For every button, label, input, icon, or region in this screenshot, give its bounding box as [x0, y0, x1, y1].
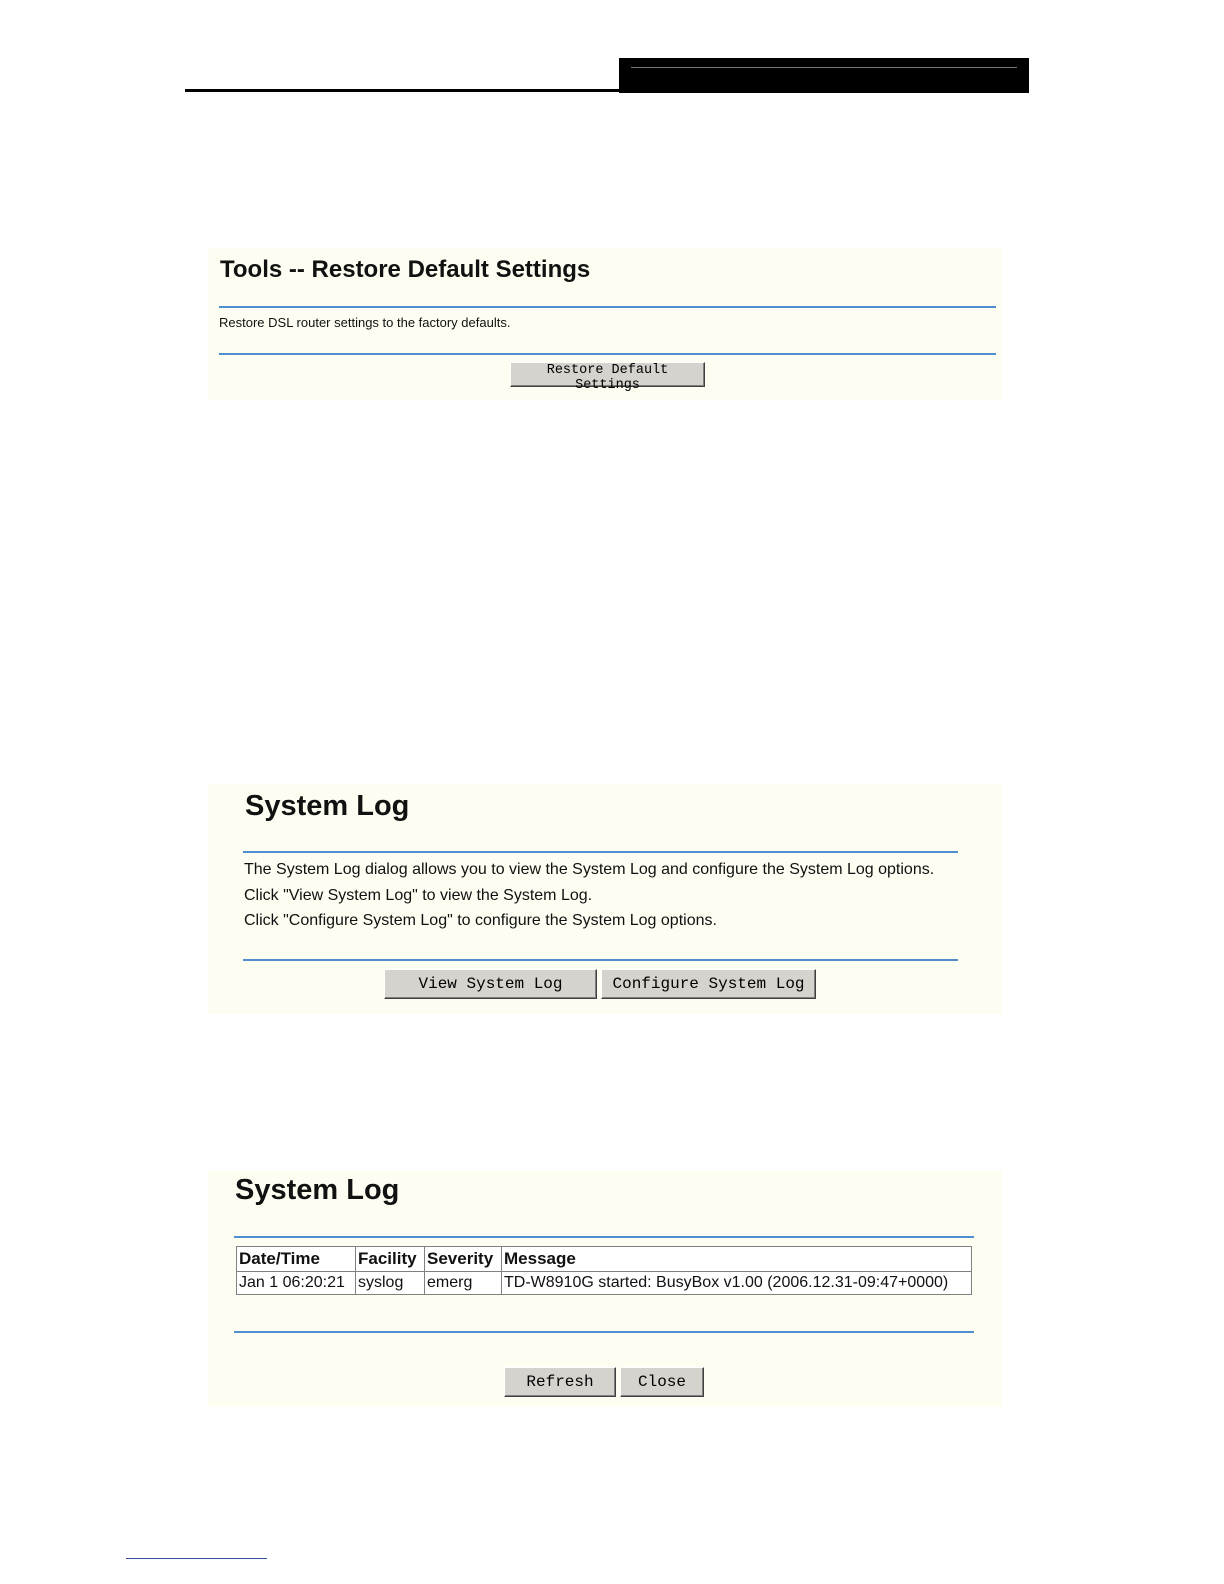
system-log-table: [236, 1246, 972, 1295]
log-table-top-rule: [234, 1236, 974, 1238]
restore-default-panel: [208, 248, 1002, 400]
system-log-description-line: The System Log dialog allows you to view the System Log and configure the System Log options.: [244, 861, 935, 878]
restore-default-settings-button[interactable]: Restore Default Settings: [510, 362, 705, 387]
column-header-message: Message: [502, 1247, 972, 1272]
header-rule: [185, 89, 620, 92]
cell-severity: emerg: [425, 1272, 502, 1295]
system-log-bottom-rule: [243, 959, 958, 961]
header-inner-line: [631, 67, 1017, 68]
cell-facility: syslog: [356, 1272, 425, 1295]
view-system-log-button[interactable]: View System Log: [384, 969, 597, 999]
restore-top-rule: [219, 306, 996, 308]
system-log-top-rule: [243, 851, 958, 853]
cell-date-time: Jan 1 06:20:21: [237, 1272, 356, 1295]
table-row: [237, 1272, 972, 1295]
system-log-view-title: System Log: [235, 1174, 400, 1206]
system-log-panel: [208, 784, 1002, 1014]
refresh-button[interactable]: Refresh: [504, 1367, 616, 1397]
footer-link-underline: [126, 1558, 267, 1559]
column-header-severity: Severity: [425, 1247, 502, 1272]
system-log-description-line: Click "Configure System Log" to configure the System Log options.: [244, 912, 717, 929]
cell-message: TD-W8910G started: BusyBox v1.00 (2006.12.31-09:47+0000): [502, 1272, 972, 1295]
configure-system-log-button[interactable]: Configure System Log: [601, 969, 816, 999]
restore-description: Restore DSL router settings to the factory defaults.: [219, 315, 511, 330]
header-block: [619, 58, 1029, 93]
system-log-panel-title: System Log: [245, 790, 410, 822]
restore-panel-title: Tools -- Restore Default Settings: [220, 256, 591, 283]
restore-bottom-rule: [219, 353, 996, 355]
table-header-row: [237, 1247, 972, 1272]
close-button[interactable]: Close: [620, 1367, 704, 1397]
log-table-bottom-rule: [234, 1331, 974, 1333]
system-log-view-panel: [208, 1171, 1002, 1407]
column-header-facility: Facility: [356, 1247, 425, 1272]
system-log-description-line: Click "View System Log" to view the System Log.: [244, 887, 593, 904]
column-header-date-time: Date/Time: [237, 1247, 356, 1272]
